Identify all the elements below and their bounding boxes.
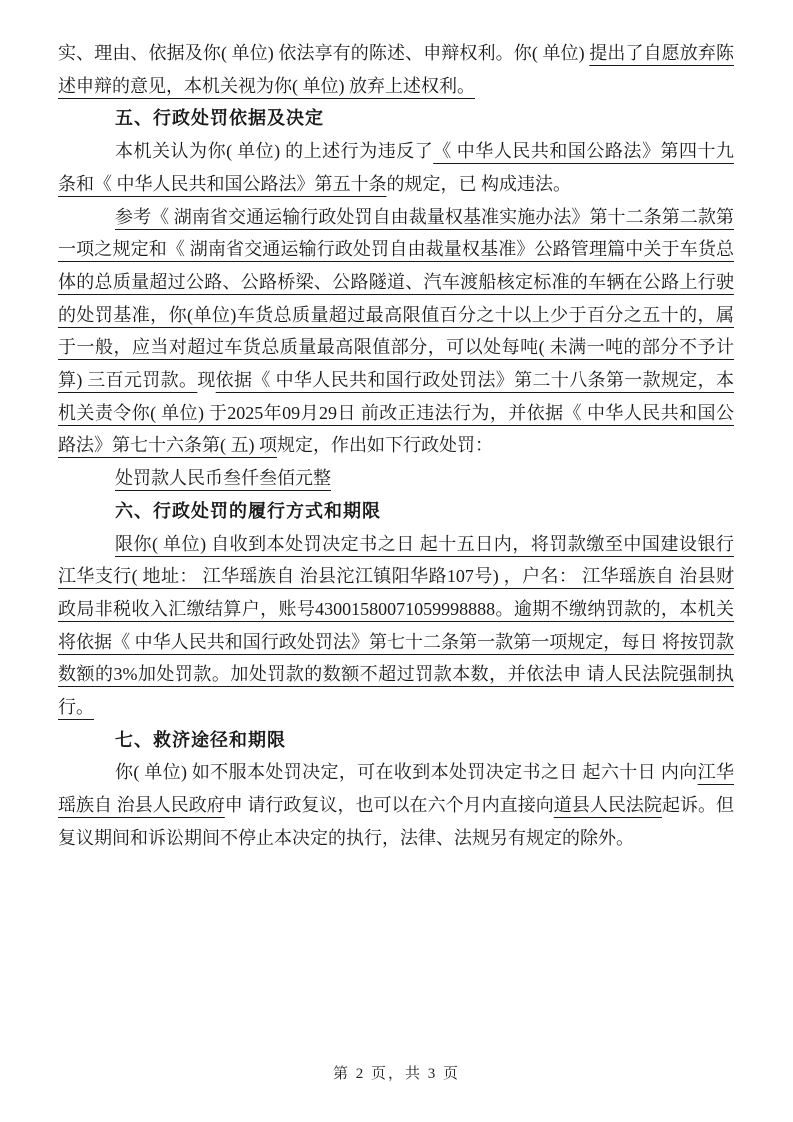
underlined-text: 道县人民法院 bbox=[553, 795, 662, 816]
text-run: 的规定，已 构成违法。 bbox=[386, 173, 571, 194]
paragraph bbox=[58, 528, 734, 724]
text-run: 五、行政处罚依据及决定 bbox=[115, 108, 324, 129]
paragraph bbox=[58, 756, 734, 854]
text-run: 实、理由、依据及你( 单位) 依法享有的陈述、申辩权利。你( 单位) bbox=[58, 43, 590, 63]
text-run: 本机关认为你( 单位) 的上述行为违反了 bbox=[115, 141, 434, 162]
underlined-text: 处罚款人民币叁仟叁佰元整 bbox=[115, 468, 331, 489]
text-run: 六、行政处罚的履行方式和期限 bbox=[115, 500, 381, 521]
page-number: 第 2 页，共 3 页 bbox=[332, 1066, 460, 1082]
page-footer bbox=[0, 1062, 793, 1083]
text-run: 你( 单位) 如不服本处罚决定，可在收到本处罚决定书之日 起六十日 内向 bbox=[115, 762, 698, 783]
text-run: 申 请行政复议，也可以在六个月内直接向 bbox=[224, 795, 554, 816]
underlined-text: 提出了自愿放弃陈述申辩的意见，本机关视为你( 单位) 放弃上述权利。 bbox=[58, 43, 734, 96]
underlined-text: 限你( 单位) 自收到本处罚决定书之日 起十五日内，将罚款缴至中国建设银行江华支行( 地址： 江华瑶族自 治县沱江镇阳华路107号) ，户名： 江华瑶族自 治县财政局非税收入汇缴结算户，账号43001580071059998888。逾期不缴纳罚款的，本机关将依据《 中华人民共和国行政处罚法》第七十二条第一款第一项规定，每日 将按罚款数额的3%加处罚款。加处罚款的数额不超过罚款本数，并依法申 请人民法院强制执行。 bbox=[58, 533, 734, 718]
underlined-text: 江华瑶族自 治县人民政府 bbox=[58, 762, 734, 816]
section-heading bbox=[58, 495, 734, 528]
paragraph bbox=[58, 135, 734, 200]
text-run: 规定，作出如下行政处罚： bbox=[277, 435, 493, 456]
paragraph bbox=[58, 37, 734, 102]
text-run: 现 bbox=[197, 370, 216, 391]
paragraph bbox=[58, 462, 734, 495]
section-heading bbox=[58, 102, 734, 135]
section-heading bbox=[58, 724, 734, 757]
underlined-text: 参考《 湖南省交通运输行政处罚自由裁量权基准实施办法》第十二条第二款第一项之规定和《 湖南省交通运输行政处罚自由裁量权基准》公路管理篇中关于车货总体的总质量超过公路、公路桥梁、公路隧道、汽车渡船核定标准的车辆在公路上行驶的处罚基准，你(单位)车货总质量超过最高限值百分之十以上少于百分之五十的，属于一般，应当对超过车货总质量最高限值部分，可以处每吨( 未满一吨的部分不予计算) 三百元罚款。 bbox=[58, 206, 734, 391]
underlined-text: 依据《 中华人民共和国行政处罚法》第二十八条第一款规定，本机关责令你( 单位) 于2025年09月29日 前改正违法行为，并依据《 中华人民共和国公路法》第七十六条第( 五) 项 bbox=[58, 370, 735, 456]
text-run: 七、救济途径和期限 bbox=[115, 729, 286, 750]
text-run: 起诉。但复议期间和诉讼期间不停止本决定的执行，法律、法规另有规定的除外。 bbox=[58, 795, 735, 848]
document-body bbox=[58, 37, 734, 855]
paragraph bbox=[58, 201, 734, 463]
underlined-text: 《 中华人民共和国公路法》第四十九条和《 中华人民共和国公路法》第五十条 bbox=[58, 141, 734, 194]
